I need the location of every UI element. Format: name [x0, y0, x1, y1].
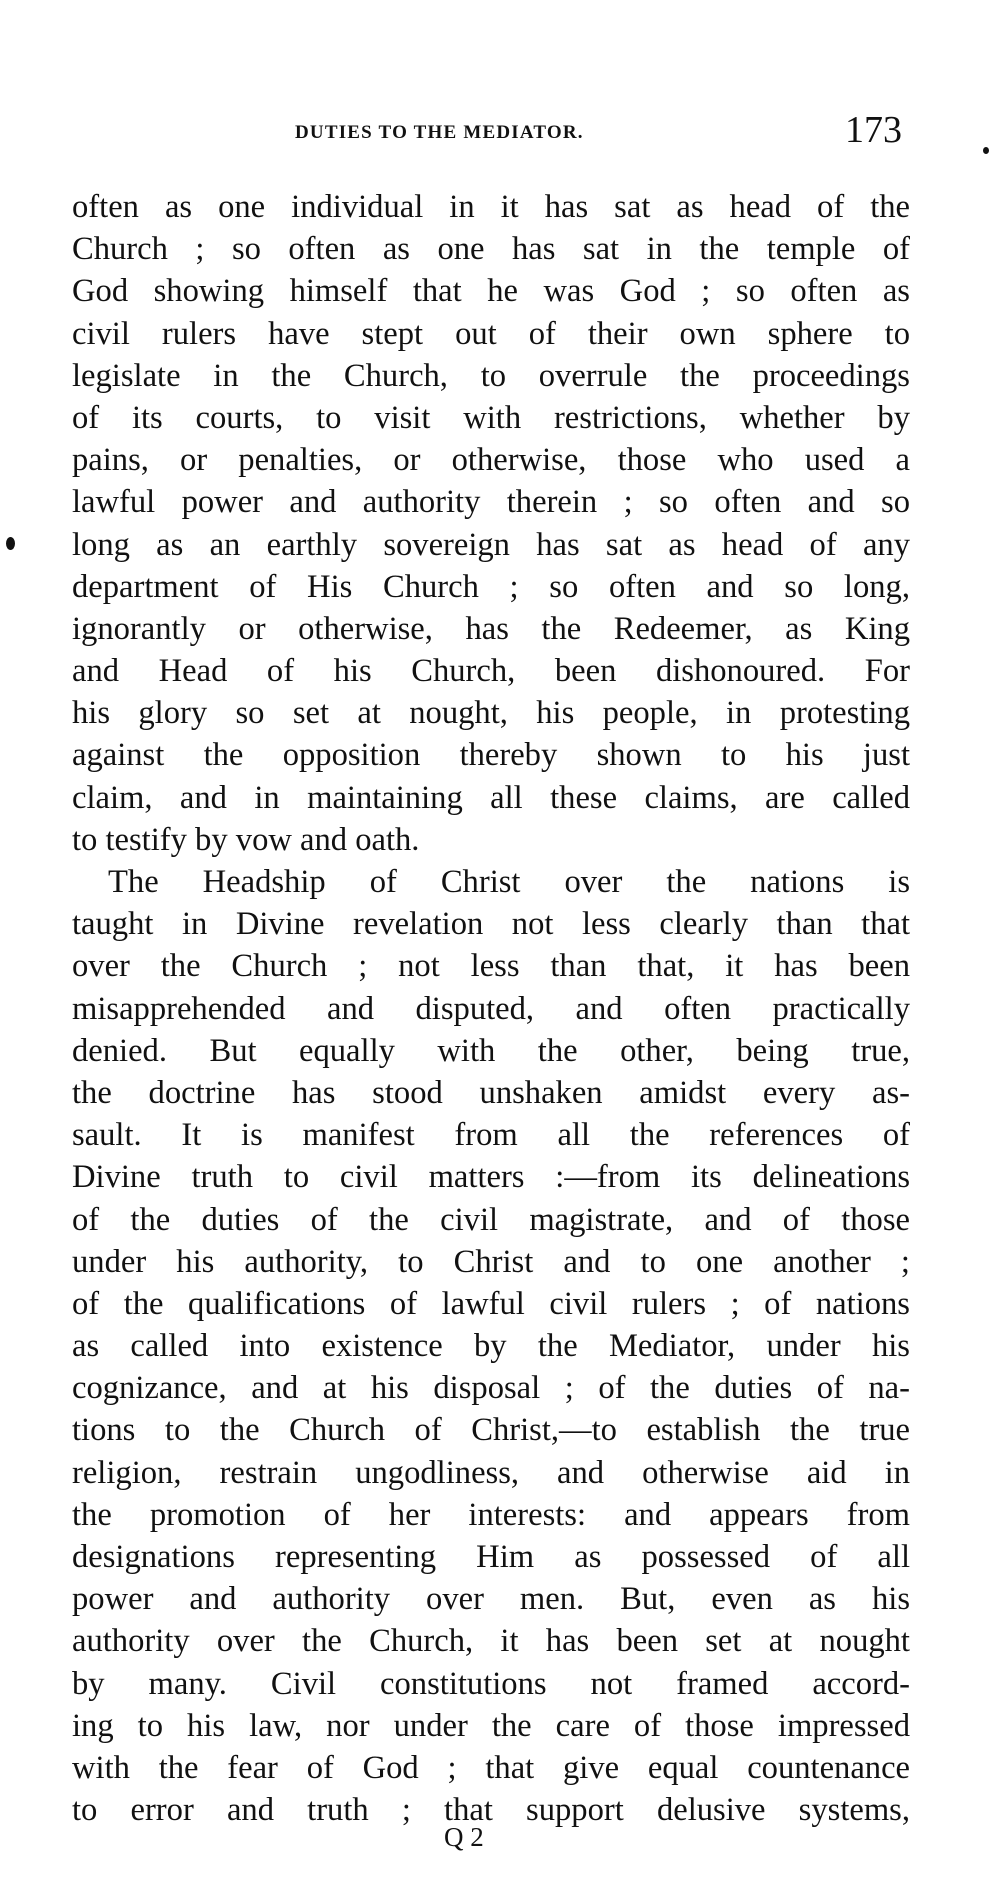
- text-line: Divine truth to civil matters :—from its delineations: [72, 1159, 910, 1196]
- text-line: civil rulers have stept out of their own sphere to: [72, 315, 910, 352]
- text-line: by many. Civil constitutions not framed accord-: [72, 1665, 910, 1702]
- text-line: long as an earthly sovereign has sat as head of any: [72, 526, 910, 563]
- text-line: God showing himself that he was God ; so often as: [72, 273, 910, 310]
- text-line: Church ; so often as one has sat in the temple of: [72, 231, 910, 268]
- text-line: of the duties of the civil magistrate, and of those: [72, 1201, 910, 1238]
- text-line: lawful power and authority therein ; so often and so: [72, 484, 910, 521]
- text-line: misapprehended and disputed, and often practically: [72, 990, 910, 1027]
- text-line: sault. It is manifest from all the references of: [72, 1117, 910, 1154]
- text-line: taught in Divine revelation not less clearly than that: [72, 906, 910, 943]
- text-line: ignorantly or otherwise, has the Redeemer, as King: [72, 610, 910, 647]
- text-line: the doctrine has stood unshaken amidst every as-: [72, 1074, 910, 1111]
- text-line: claim, and in maintaining all these claims, are called: [72, 779, 910, 816]
- text-line: to error and truth ; that support delusive systems,: [72, 1792, 910, 1829]
- text-line: tions to the Church of Christ,—to establish the true: [72, 1412, 910, 1449]
- text-line: of its courts, to visit with restrictions, whether by: [72, 399, 910, 436]
- text-line: with the fear of God ; that give equal countenance: [72, 1749, 910, 1786]
- ink-speck: [6, 537, 15, 550]
- running-title: DUTIES TO THE MEDIATOR.: [295, 122, 584, 143]
- ink-speck: [983, 147, 989, 154]
- text-line: over the Church ; not less than that, it has been: [72, 948, 910, 985]
- text-line: his glory so set at nought, his people, in protesting: [72, 695, 910, 732]
- text-line: power and authority over men. But, even as his: [72, 1581, 910, 1618]
- text-line: of the qualifications of lawful civil rulers ; of nations: [72, 1285, 910, 1322]
- text-line: as called into existence by the Mediator, under his: [72, 1328, 910, 1365]
- text-line: under his authority, to Christ and to one another ;: [72, 1243, 910, 1280]
- text-line: The Headship of Christ over the nations is: [108, 864, 910, 900]
- text-line: legislate in the Church, to overrule the proceedings: [72, 357, 910, 394]
- text-line: the promotion of her interests: and appears from: [72, 1496, 910, 1533]
- text-line: cognizance, and at his disposal ; of the duties of na-: [72, 1370, 910, 1407]
- text-line: religion, restrain ungodliness, and otherwise aid in: [72, 1454, 910, 1491]
- signature-mark: Q 2: [444, 1822, 484, 1852]
- text-line: pains, or penalties, or otherwise, those who used a: [72, 442, 910, 479]
- text-line: to testify by vow and oath.: [72, 821, 420, 858]
- text-line: often as one individual in it has sat as head of the: [72, 189, 910, 225]
- text-line: denied. But equally with the other, being true,: [72, 1032, 910, 1069]
- body-text: [72, 186, 910, 1831]
- text-line: and Head of his Church, been dishonoured. For: [72, 653, 910, 690]
- text-line: ing to his law, nor under the care of those impressed: [72, 1707, 910, 1744]
- text-line: designations representing Him as possessed of all: [72, 1539, 910, 1575]
- text-line: against the opposition thereby shown to his just: [72, 737, 910, 774]
- text-line: authority over the Church, it has been set at nought: [72, 1623, 910, 1660]
- text-line: department of His Church ; so often and so long,: [72, 568, 910, 605]
- page-number: 173: [845, 109, 902, 151]
